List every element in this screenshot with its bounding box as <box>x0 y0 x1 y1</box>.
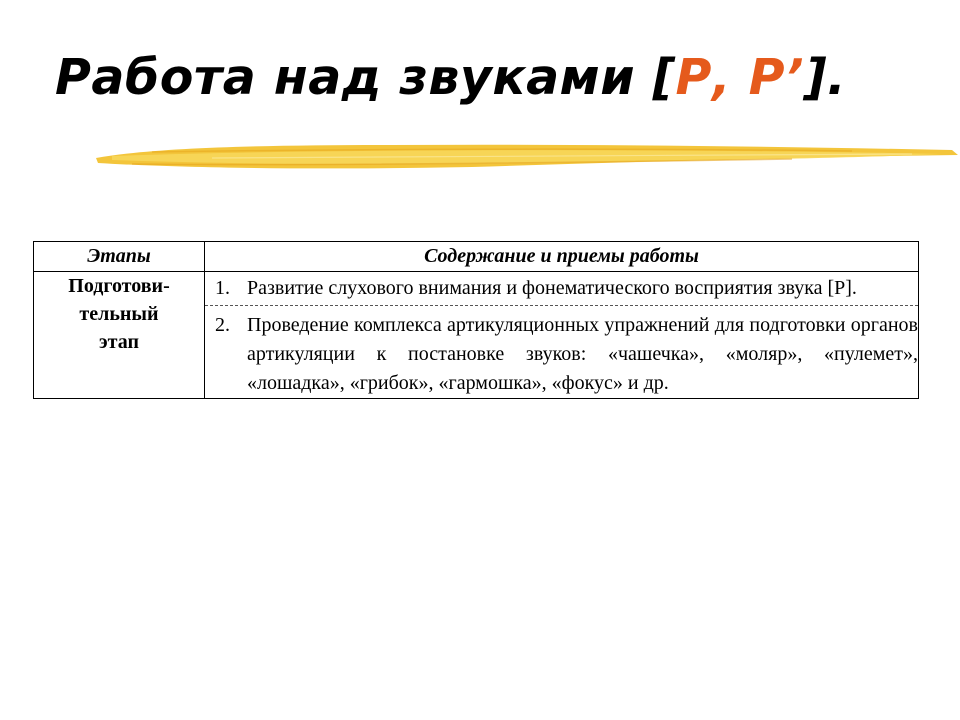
brush-stroke-underline <box>92 138 960 178</box>
item-number: 1. <box>215 277 230 299</box>
stage-cell <box>34 272 205 399</box>
slide-title <box>55 48 846 108</box>
item-number: 2. <box>215 314 230 336</box>
header-content: Содержание и приемы работы <box>205 242 919 272</box>
table-header-row <box>34 242 919 272</box>
title-prefix: Работа над звуками [ <box>55 49 676 106</box>
title-suffix: ]. <box>804 49 847 106</box>
stages-table <box>33 241 919 399</box>
title-sound-soft: Р’ <box>748 49 805 106</box>
title-separator: , <box>711 49 749 106</box>
title-sound-hard: Р <box>675 49 712 106</box>
stage-line: Подготови- <box>68 275 170 297</box>
stage-line: этап <box>99 331 139 353</box>
content-cell <box>205 272 919 399</box>
item-text: Развитие слухового внимания и фонематического восприятия звука [Р]. <box>247 277 857 299</box>
list-item <box>205 272 918 306</box>
header-stages: Этапы <box>34 242 205 272</box>
item-text: Проведение комплекса артикуляционных упражнений для подготовки органов артикуляции к постановке звуков: «чашечка», «моляр», «пулемет», «лошадка», «грибок», «гармошка», «фокус» и др. <box>247 314 918 394</box>
table-row <box>34 272 919 399</box>
stage-line: тельный <box>79 303 159 325</box>
list-item <box>205 309 918 398</box>
